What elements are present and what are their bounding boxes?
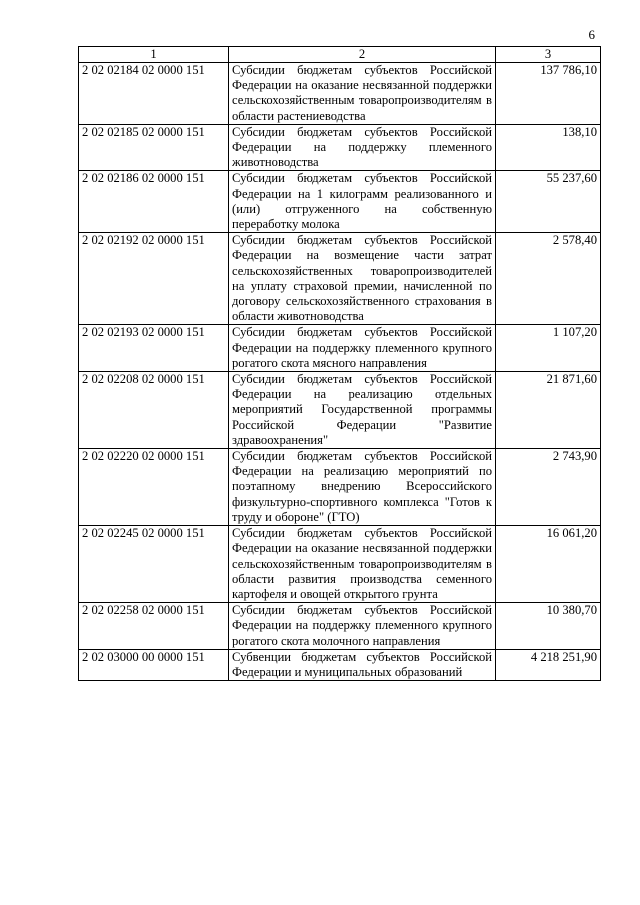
description-cell: Субсидии бюджетам субъектов Российской Федерации на реализацию мероприятий по поэтапному внедрению Всероссийского физкультурно-спортивного комплекса "Готов к труду и обороне" (ГТО) <box>229 449 496 526</box>
amount-cell: 10 380,70 <box>496 603 601 650</box>
amount-cell: 16 061,20 <box>496 526 601 603</box>
amount-cell: 55 237,60 <box>496 171 601 233</box>
budget-code-cell: 2 02 02208 02 0000 151 <box>79 372 229 449</box>
amount-cell: 1 107,20 <box>496 325 601 372</box>
budget-code-cell: 2 02 02185 02 0000 151 <box>79 124 229 171</box>
table-row <box>79 233 601 325</box>
table-row <box>79 171 601 233</box>
column-header-code: 1 <box>79 47 229 63</box>
description-cell: Субсидии бюджетам субъектов Российской Федерации на 1 килограмм реализованного и (или) отгруженного на собственную переработку молока <box>229 171 496 233</box>
table-header-row <box>79 47 601 63</box>
table-row <box>79 526 601 603</box>
description-cell: Субсидии бюджетам субъектов Российской Федерации на возмещение части затрат сельскохозяйственных товаропроизводителей на уплату страховой премии, начисленной по договору сельскохозяйственного страхования в области животноводства <box>229 233 496 325</box>
table-row <box>79 649 601 680</box>
description-cell: Субвенции бюджетам субъектов Российской Федерации и муниципальных образований <box>229 649 496 680</box>
description-cell: Субсидии бюджетам субъектов Российской Федерации на оказание несвязанной поддержки сельскохозяйственным товаропроизводителям в области растениеводства <box>229 63 496 125</box>
page-number: 6 <box>588 27 595 42</box>
budget-code-cell: 2 02 02258 02 0000 151 <box>79 603 229 650</box>
budget-code-cell: 2 02 02193 02 0000 151 <box>79 325 229 372</box>
column-header-description: 2 <box>229 47 496 63</box>
amount-cell: 4 218 251,90 <box>496 649 601 680</box>
amount-cell: 138,10 <box>496 124 601 171</box>
amount-cell: 21 871,60 <box>496 372 601 449</box>
budget-code-cell: 2 02 02184 02 0000 151 <box>79 63 229 125</box>
budget-code-cell: 2 02 02186 02 0000 151 <box>79 171 229 233</box>
description-cell: Субсидии бюджетам субъектов Российской Федерации на оказание несвязанной поддержки сельскохозяйственным товаропроизводителям в области развития производства семенного картофеля и овощей открытого грунта <box>229 526 496 603</box>
budget-revenue-table <box>78 46 601 681</box>
description-cell: Субсидии бюджетам субъектов Российской Федерации на реализацию отдельных мероприятий Государственной программы Российской Федерации "Развитие здравоохранения" <box>229 372 496 449</box>
budget-code-cell: 2 02 02220 02 0000 151 <box>79 449 229 526</box>
column-header-amount: 3 <box>496 47 601 63</box>
amount-cell: 2 743,90 <box>496 449 601 526</box>
description-cell: Субсидии бюджетам субъектов Российской Федерации на поддержку племенного животноводства <box>229 124 496 171</box>
budget-code-cell: 2 02 03000 00 0000 151 <box>79 649 229 680</box>
budget-code-cell: 2 02 02245 02 0000 151 <box>79 526 229 603</box>
description-cell: Субсидии бюджетам субъектов Российской Федерации на поддержку племенного крупного рогатого скота молочного направления <box>229 603 496 650</box>
table-row <box>79 372 601 449</box>
table-row <box>79 63 601 125</box>
table-row <box>79 449 601 526</box>
table-row <box>79 603 601 650</box>
table-row <box>79 124 601 171</box>
table-row <box>79 325 601 372</box>
budget-code-cell: 2 02 02192 02 0000 151 <box>79 233 229 325</box>
description-cell: Субсидии бюджетам субъектов Российской Федерации на поддержку племенного крупного рогатого скота мясного направления <box>229 325 496 372</box>
amount-cell: 2 578,40 <box>496 233 601 325</box>
amount-cell: 137 786,10 <box>496 63 601 125</box>
